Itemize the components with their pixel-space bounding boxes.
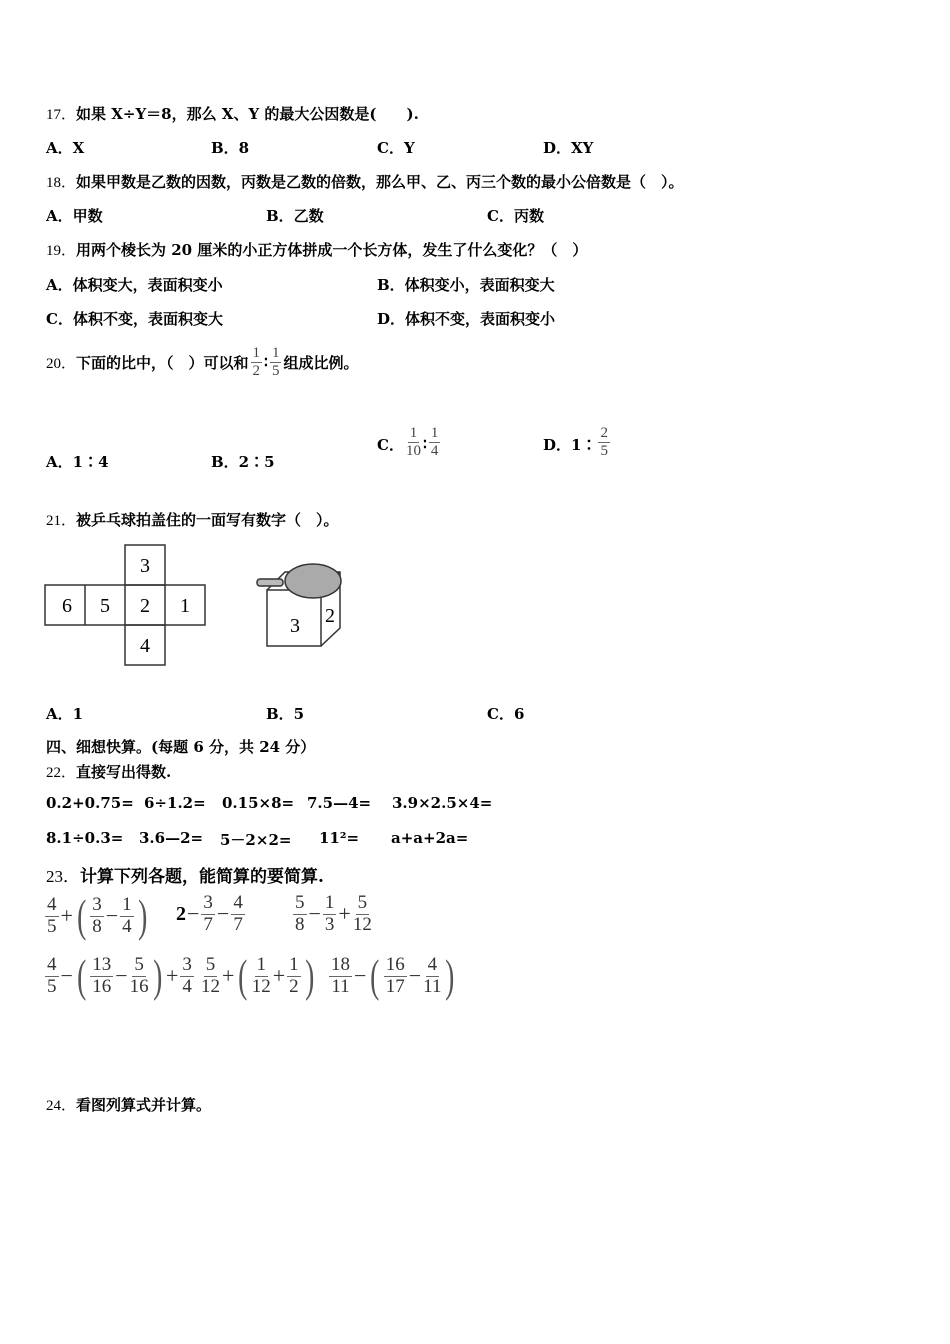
option-b: B．5 [266, 705, 305, 723]
denominator: 10 [405, 442, 421, 459]
question-text: 计算下列各题，能简算的要简算. [80, 867, 324, 887]
option-c: C．体积不变，表面积变大 [46, 310, 223, 328]
denominator: 12 [352, 913, 372, 935]
question-21 [46, 509, 339, 530]
numerator: 5 [134, 953, 144, 975]
option-c: C．Y [377, 139, 415, 157]
option-a: A．1∶4 [46, 453, 109, 471]
parenthesis: ) [445, 950, 455, 1001]
parenthesis: ) [152, 950, 162, 1001]
denominator: 17 [385, 975, 405, 997]
numerator: 1 [252, 345, 261, 361]
numerator: 1 [271, 345, 280, 361]
operator: + [338, 901, 351, 927]
operator: − [408, 963, 422, 988]
question-22 [46, 761, 171, 782]
numerator: 4 [47, 953, 57, 975]
denominator: 7 [203, 913, 213, 935]
numerator: 3 [92, 893, 102, 915]
expression [44, 890, 150, 941]
numerator: 1 [289, 953, 299, 975]
numerator: 18 [331, 953, 350, 975]
section-heading: 四、细想快算。(每题 6 分，共 24 分） [46, 738, 316, 756]
cube-face: 2 [325, 605, 335, 627]
question-23 [46, 862, 324, 887]
numerator: 5 [295, 892, 305, 913]
question-number: 19． [46, 243, 77, 259]
oral-calc-item: 11²= [319, 829, 360, 847]
question-number: 22． [46, 765, 77, 781]
fraction [45, 955, 59, 998]
cube-net-figure [40, 540, 360, 670]
option-b: B．8 [211, 139, 250, 157]
denominator: 5 [600, 442, 608, 459]
oral-calc-item: 6÷1.2= [144, 794, 206, 812]
question-number: 24． [46, 1098, 77, 1114]
fraction [251, 345, 263, 379]
fraction [90, 895, 104, 938]
net-face: 6 [62, 595, 72, 617]
expression [200, 950, 317, 1001]
numerator: 4 [427, 953, 438, 975]
question-text: 直接写出得数. [76, 763, 172, 781]
option-label: C． [377, 436, 404, 454]
parenthesis: ( [238, 950, 248, 1001]
option-a: A．1 [46, 705, 84, 723]
expression [292, 893, 373, 936]
net-face: 3 [140, 555, 150, 577]
net-face: 1 [180, 595, 190, 617]
ratio-colon: ∶ [422, 435, 427, 453]
question-text: 组成比例。 [283, 353, 359, 372]
fraction [598, 425, 610, 459]
option-c: C．丙数 [487, 207, 544, 225]
question-text: 看图列算式并计算。 [76, 1096, 212, 1114]
question-number: 23． [46, 867, 80, 886]
fraction [201, 955, 220, 998]
fraction [293, 893, 307, 936]
numerator: 5 [205, 953, 216, 975]
net-face: 2 [140, 595, 150, 617]
option-a: A．体积变大，表面积变小 [46, 276, 223, 294]
parenthesis: ( [76, 950, 87, 1001]
parenthesis: ( [370, 950, 380, 1001]
fraction [406, 425, 421, 459]
numerator: 1 [409, 425, 418, 441]
question-number: 18． [46, 175, 77, 191]
numerator: 4 [233, 892, 243, 913]
denominator: 5 [47, 915, 57, 937]
option-d [543, 425, 612, 459]
question-text: 如果 X÷Y＝8，那么 X、Y 的最大公因数是( ). [76, 105, 419, 123]
denominator: 2 [289, 975, 299, 997]
denominator: 16 [92, 975, 112, 997]
fraction [287, 955, 301, 998]
denominator: 4 [182, 975, 192, 997]
oral-calc-item: a+a+2a= [391, 829, 469, 847]
numerator: 3 [182, 953, 192, 975]
oral-calc-item: 3.9×2.5×4= [392, 794, 493, 812]
option-c: C．6 [487, 705, 525, 723]
question-text: 下面的比中，（ ）可以和 [76, 353, 249, 372]
question-18 [46, 171, 684, 192]
net-face: 5 [100, 595, 110, 617]
denominator: 16 [129, 975, 149, 997]
question-number: 21． [46, 513, 77, 529]
numerator: 3 [203, 892, 213, 913]
parenthesis: ) [137, 890, 147, 941]
fraction [323, 893, 337, 936]
operator: − [216, 901, 230, 927]
fraction [120, 895, 134, 938]
oral-calc-item: 0.2+0.75= [46, 794, 134, 812]
oral-calc-item: 5－2×2= [220, 831, 292, 849]
denominator: 8 [92, 915, 102, 937]
option-b: B．乙数 [266, 207, 324, 225]
fraction [231, 893, 245, 936]
denominator: 12 [251, 975, 271, 997]
cube-face: 3 [290, 615, 300, 637]
operator: + [166, 963, 179, 988]
numerator: 1 [324, 892, 335, 913]
numerator: 1 [256, 953, 266, 975]
option-label: D．1∶ [543, 436, 597, 454]
denominator: 8 [295, 913, 305, 935]
net-face: 4 [140, 635, 150, 657]
denominator: 11 [331, 975, 350, 997]
parenthesis: ) [304, 950, 314, 1001]
operator: − [105, 903, 119, 928]
denominator: 5 [47, 975, 57, 997]
fraction [429, 425, 441, 459]
denominator: 5 [271, 362, 280, 379]
denominator: 7 [233, 913, 243, 935]
expression [44, 950, 195, 1001]
option-d: D．体积不变，表面积变小 [377, 310, 556, 328]
fraction [130, 955, 149, 998]
operator: − [354, 963, 367, 988]
fraction [353, 893, 372, 936]
numerator: 16 [385, 953, 405, 975]
fraction [180, 955, 194, 998]
question-text: 如果甲数是乙数的因数，丙数是乙数的倍数，那么甲、乙、丙三个数的最小公倍数是（ ）。 [76, 173, 684, 191]
denominator: 2 [252, 362, 261, 379]
question-number: 20． [46, 355, 77, 372]
question-24 [46, 1094, 211, 1115]
operator: − [187, 901, 200, 927]
numerator: 2 [600, 425, 608, 441]
numerator: 4 [47, 893, 57, 915]
denominator: 3 [324, 913, 335, 935]
option-a: A．X [46, 139, 85, 157]
operator: + [60, 903, 73, 928]
oral-calc-item: 0.15×8= [222, 794, 295, 812]
operator: − [115, 963, 128, 988]
parenthesis: ( [76, 890, 87, 941]
expression [328, 950, 458, 1001]
numerator: 5 [357, 892, 368, 913]
oral-calc-item: 3.6—2= [139, 829, 204, 847]
question-number: 17． [46, 107, 77, 123]
option-b: B．2∶5 [211, 453, 275, 471]
fraction [252, 955, 271, 998]
numerator: 13 [92, 953, 112, 975]
denominator: 12 [201, 975, 220, 997]
integer: 2 [176, 902, 186, 925]
question-text: 用两个棱长为 20 厘米的小正方体拼成一个长方体，发生了什么变化？（ ） [76, 241, 588, 259]
numerator: 1 [430, 425, 439, 441]
fraction [45, 895, 59, 938]
fraction [423, 955, 441, 998]
fraction [384, 955, 407, 998]
question-20 [46, 345, 358, 379]
question-17 [46, 103, 419, 124]
fraction [270, 345, 282, 379]
option-b: B．体积变小，表面积变大 [377, 276, 555, 294]
ratio-colon: ∶ [264, 353, 268, 371]
oral-calc-item: 7.5—4= [307, 794, 372, 812]
operator: + [222, 963, 235, 988]
operator: + [272, 963, 286, 988]
operator: − [308, 901, 321, 927]
option-c [377, 425, 442, 459]
oral-calc-item: 8.1÷0.3= [46, 829, 124, 847]
denominator: 11 [423, 975, 442, 997]
denominator: 4 [430, 442, 439, 459]
denominator: 4 [122, 915, 132, 937]
fraction [201, 893, 215, 936]
question-text: 被乒乓球拍盖住的一面写有数字（ ）。 [76, 511, 339, 529]
option-d: D．XY [543, 139, 594, 157]
fraction [329, 955, 352, 998]
operator: − [60, 963, 73, 988]
option-a: A．甲数 [46, 207, 103, 225]
fraction [90, 955, 113, 998]
question-19 [46, 239, 587, 260]
numerator: 1 [122, 893, 132, 915]
expression [176, 893, 246, 936]
